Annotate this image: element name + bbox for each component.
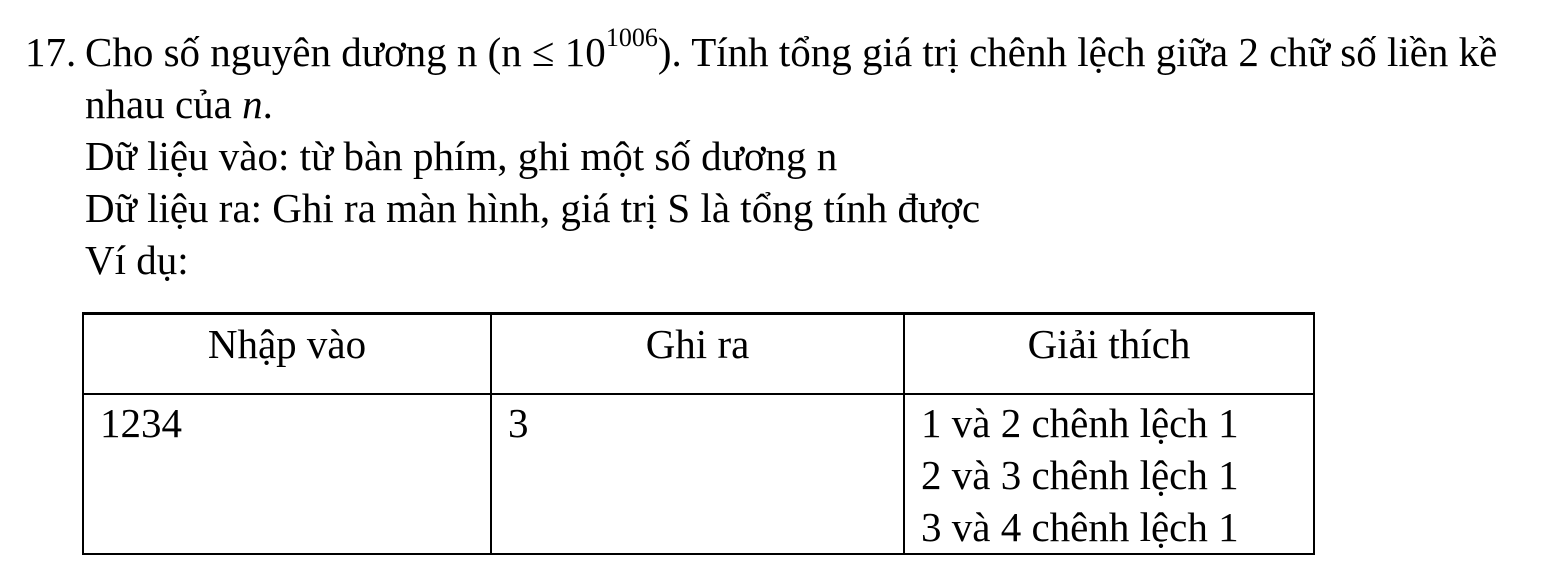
header-cell-explanation: Giải thích	[904, 314, 1314, 394]
header-row	[83, 314, 1314, 394]
statement-text-part1: Cho số nguyên dương n (n ≤ 10	[85, 29, 606, 75]
example-table-header	[83, 314, 1314, 394]
explanation-line: 3 và 4 chênh lệch 1	[921, 503, 1239, 550]
explanation-line: 1 và 2 chênh lệch 1	[921, 399, 1239, 446]
cell-input-value: 1234	[83, 394, 491, 554]
header-cell-input: Nhập vào	[83, 314, 491, 394]
cell-output-value: 3	[491, 394, 904, 554]
problem-number: 17.	[25, 29, 77, 75]
statement-text-part2: ). Tính tổng giá trị chênh lệch giữa 2 chữ số liền kề	[657, 29, 1498, 75]
statement-line2-period: .	[262, 81, 273, 127]
problem-block	[25, 0, 1541, 286]
cell-explanation	[904, 394, 1314, 554]
problem-statement-line2	[85, 78, 1541, 130]
problem-statement-line1	[25, 23, 1541, 78]
example-label: Ví dụ:	[85, 237, 189, 283]
header-cell-output: Ghi ra	[491, 314, 904, 394]
example-table	[82, 312, 1315, 555]
exponent-superscript: 1006	[605, 23, 658, 52]
example-table-body	[83, 394, 1314, 554]
variable-n-italic: n	[242, 81, 263, 127]
output-description: Dữ liệu ra: Ghi ra màn hình, giá trị S là tổng tính được	[85, 185, 981, 231]
statement-line2-text: nhau của	[85, 81, 243, 127]
input-description: Dữ liệu vào: từ bàn phím, ghi một số dương n	[85, 133, 838, 179]
explanation-line: 2 và 3 chênh lệch 1	[921, 451, 1239, 498]
table-row	[83, 394, 1314, 554]
